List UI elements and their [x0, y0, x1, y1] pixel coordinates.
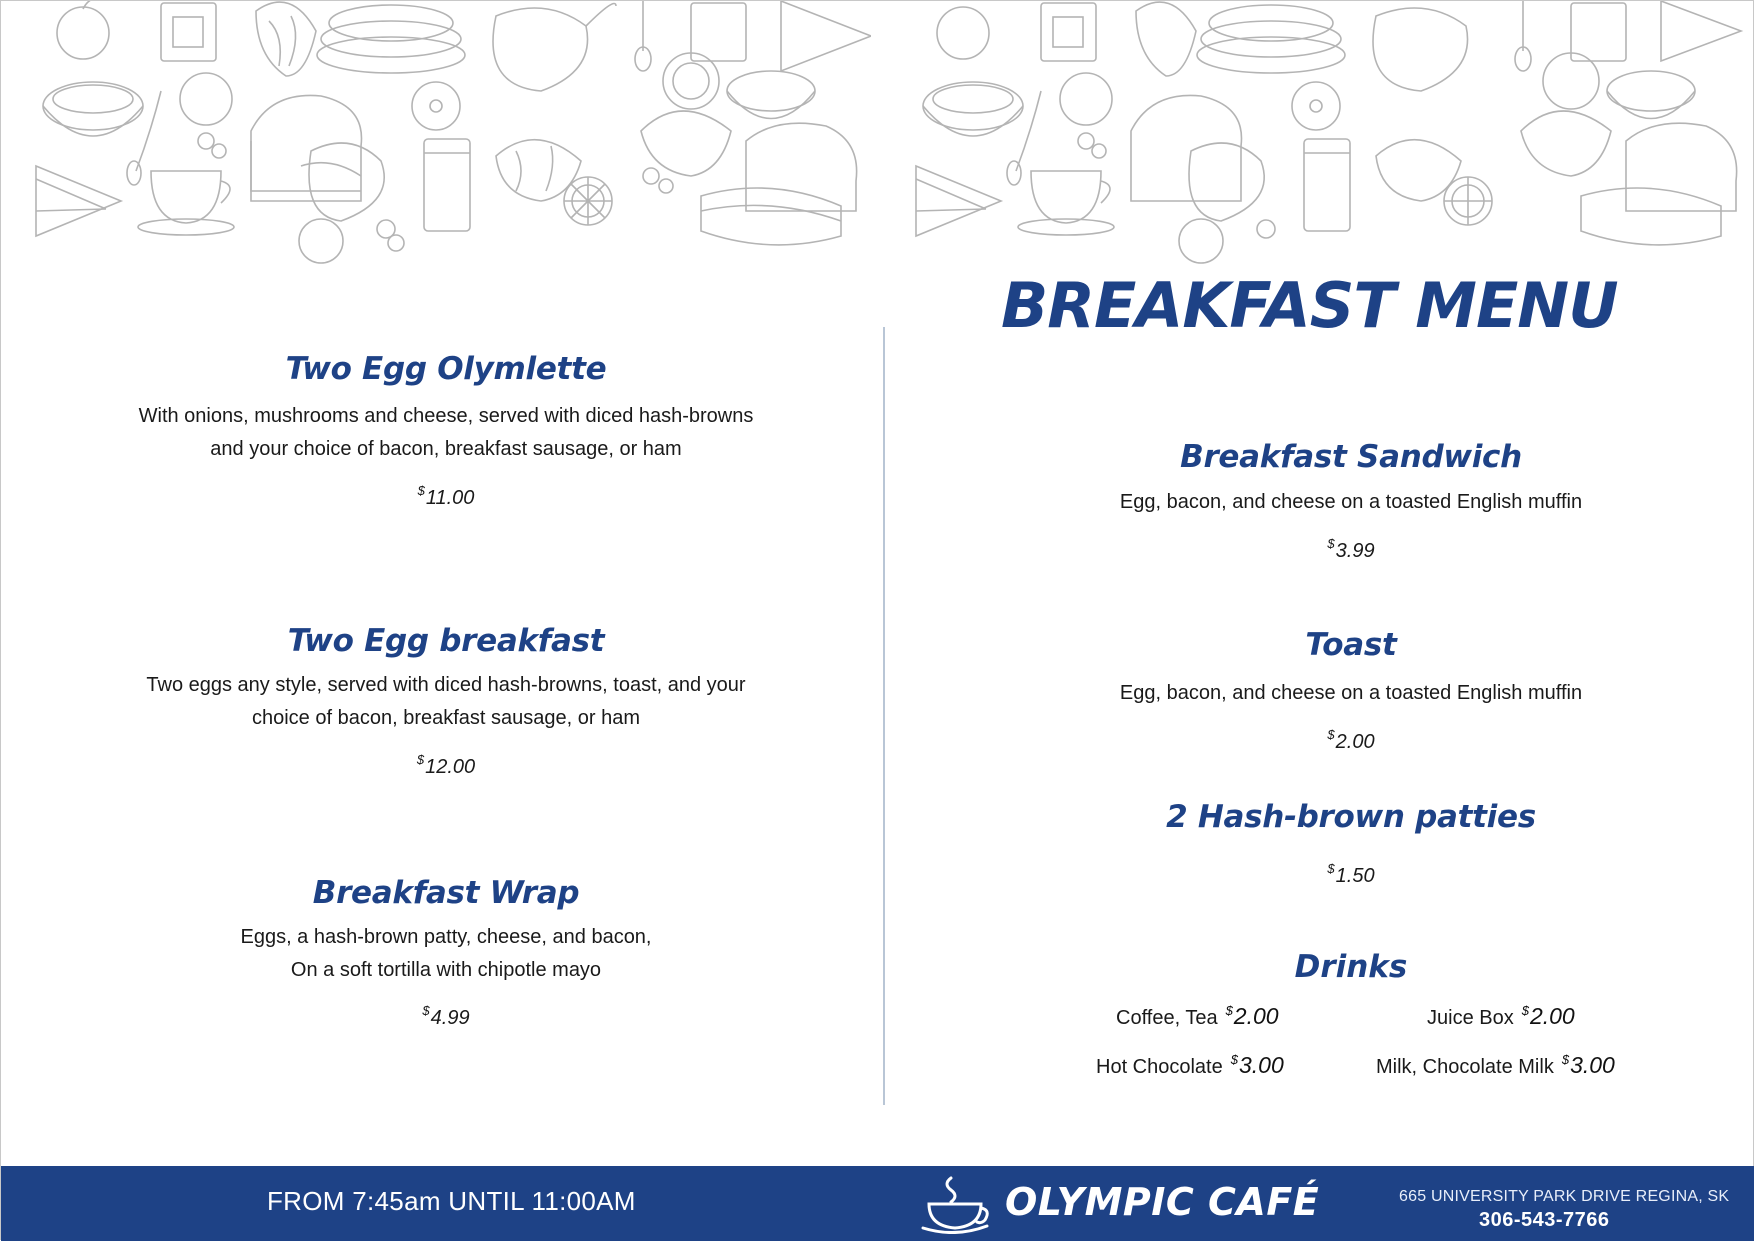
cafe-phone: 306-543-7766	[1479, 1209, 1610, 1231]
column-divider	[883, 327, 885, 1105]
berry-icon	[198, 133, 214, 149]
item-name: Breakfast Wrap	[312, 875, 580, 911]
cafe-address: 665 UNIVERSITY PARK DRIVE REGINA, SK	[1399, 1188, 1730, 1205]
apple-half-icon	[412, 82, 460, 130]
item-description: Eggs, a hash-brown patty, cheese, and bacon, On a soft tortilla with chipotle mayo	[240, 926, 652, 982]
item-price: $1.50	[1327, 861, 1375, 888]
item-name: Two Egg Olymlette	[285, 351, 607, 387]
cup-icon	[151, 171, 221, 223]
juice-box-icon	[1041, 3, 1096, 61]
menu-title: BREAKFAST MENU	[1001, 269, 1618, 342]
drink-item-coffee-tea	[1116, 1003, 1279, 1030]
bread-loaf-icon	[1131, 95, 1242, 201]
item-name: Two Egg breakfast	[287, 623, 605, 659]
drink-price: $2.00	[1225, 1003, 1279, 1029]
sandwich-icon	[781, 1, 871, 71]
menu-item-two-egg-breakfast	[96, 623, 796, 784]
apple-icon	[57, 7, 109, 59]
menu-item-breakfast-sandwich	[1051, 439, 1651, 568]
item-price: $4.99	[422, 1003, 470, 1030]
drink-price: $3.00	[1230, 1052, 1284, 1078]
teapot-icon	[1373, 8, 1468, 91]
item-description: Egg, bacon, and cheese on a toasted English muffin	[1119, 491, 1583, 514]
apple-icon	[937, 7, 989, 59]
pancakes-icon	[1209, 5, 1333, 41]
item-description: Egg, bacon, and cheese on a toasted English muffin	[1119, 682, 1583, 705]
drinks-heading: Drinks	[1294, 949, 1408, 985]
item-name: 2 Hash-brown patties	[1166, 799, 1536, 835]
cup-icon	[1031, 171, 1101, 223]
drink-price: $2.00	[1521, 1003, 1575, 1029]
item-price: $2.00	[1327, 727, 1375, 754]
croissant-icon	[496, 140, 581, 201]
breakfast-doodle-illustration-right	[881, 1, 1751, 271]
item-price: $11.00	[417, 483, 475, 510]
apple-half-icon	[299, 219, 343, 263]
cafe-brand-name: OLYMPIC CAFÉ	[1005, 1180, 1320, 1224]
croissant-icon	[1136, 2, 1196, 76]
coffee-cup-logo-icon	[921, 1174, 991, 1234]
drink-name: Hot Chocolate	[1096, 1056, 1223, 1078]
drink-item-juice-box	[1427, 1003, 1575, 1030]
sandwich-icon	[916, 166, 1001, 236]
drink-name: Juice Box	[1427, 1007, 1514, 1029]
teapot-icon	[493, 8, 588, 91]
drink-name: Coffee, Tea	[1116, 1007, 1218, 1029]
opening-hours: FROM 7:45am UNTIL 11:00AM	[267, 1186, 636, 1216]
croissant-icon	[641, 111, 731, 176]
menu-item-two-egg-olymlette	[96, 351, 796, 515]
juice-box-icon	[161, 3, 216, 61]
footer-bar	[1, 1166, 1754, 1241]
bread-loaf-icon	[251, 95, 362, 201]
item-name: Toast	[1305, 627, 1397, 663]
item-price: $12.00	[416, 752, 476, 779]
drink-price: $3.00	[1561, 1052, 1615, 1078]
menu-item-breakfast-wrap	[96, 875, 796, 1035]
apple-icon	[1060, 73, 1112, 125]
pancakes-icon	[329, 5, 453, 41]
item-price: $3.99	[1327, 536, 1375, 563]
drink-item-milk	[1376, 1052, 1615, 1079]
sandwich-icon	[36, 166, 121, 236]
breakfast-doodle-illustration-left	[1, 1, 871, 271]
croissant-icon	[1376, 140, 1461, 201]
item-name: Breakfast Sandwich	[1180, 439, 1522, 475]
item-description: With onions, mushrooms and cheese, served with diced hash-browns and your choice of bacon, breakfast sausage, or ham	[138, 405, 754, 461]
juice-box-icon	[691, 3, 746, 61]
menu-item-hash-brown-patties	[1051, 799, 1651, 893]
bread-loaf-icon	[746, 123, 857, 211]
drink-item-hot-chocolate	[1096, 1052, 1284, 1079]
croissant-icon	[256, 2, 316, 76]
item-description: Two eggs any style, served with diced hash-browns, toast, and your choice of bacon, breakfast sausage, or ham	[146, 674, 746, 730]
apple-icon	[180, 73, 232, 125]
menu-item-toast	[1051, 627, 1651, 759]
drink-name: Milk, Chocolate Milk	[1376, 1056, 1554, 1078]
